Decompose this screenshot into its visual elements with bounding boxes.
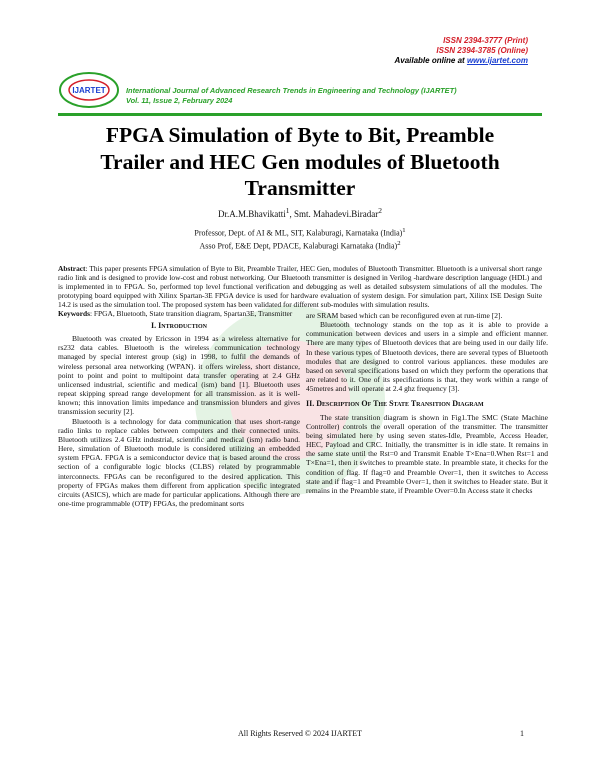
abstract-text: : This paper presents FPGA simulation of Byte to Bit, Preamble Trailer, HEC Gen, modules of Bluetooth Transmitter. Bluetooth is a universal short range radio link and is designed to provide low-cost and robust networking. Our Bluetooth transmitter is designed in Verilog -hardware description language (HDL) and is implemented in to FPGA. So, performed top level functional verification and debugging as well as detailed subsystem simulations of all the modules. The prototyping board equipped with Xilinx Spartan-3E FPGA device is used for hardware evaluation of system design. For simulation part, Xilinx ISE Design Suite 14.2 is used as the simulation tool. The proposed system has been validated for different sub-modules with simulation results. [58, 264, 542, 310]
page-number: 1 [520, 729, 524, 738]
section-heading-introduction: I. Introduction [151, 321, 207, 330]
issn-print: ISSN 2394-3777 (Print) [443, 36, 528, 45]
paragraph-intro-2-continued: are SRAM based which can be reconfigured even at run-time [2]. [306, 311, 503, 320]
author-1: Dr.A.M.Bhavikatti [218, 209, 286, 219]
journal-header [126, 86, 546, 105]
journal-logo [58, 70, 120, 110]
section-heading-state-diagram: II. Description Of The State Transition Diagram [306, 399, 484, 409]
affiliation-2-sup: 2 [397, 240, 401, 248]
affiliation-1-text: Professor, Dept. of AI & ML, SIT, Kalaburagi, Karnataka (India) [194, 228, 403, 238]
author-1-sup: 1 [285, 206, 290, 215]
author-2-sup: 2 [378, 206, 382, 215]
title-line-2: Trailer and HEC Gen modules of Bluetooth [100, 149, 500, 174]
paragraph-intro-3: Bluetooth technology stands on the top as it is able to provide a communication between devices and users in a simple and efficient manner. There are many types of Bluetooth devices that are being used in our daily life. In these various types of Bluetooth devices, there are several types of Bluetooth modules that are designed to control various appliances. these modules are based on several specifications based on which they perform the operations that are related to it. One of its specifications is that, they work within a range of 45metres and will operate at 2.4 ghz frequency [3]. [306, 320, 548, 394]
abstract-label: Abstract [58, 264, 86, 273]
paper-title [58, 122, 542, 202]
issn-online: ISSN 2394-3785 (Online) [436, 46, 528, 55]
right-column [306, 311, 548, 495]
keywords-label: Keywords [58, 309, 91, 319]
footer-rights: All Rights Reserved © 2024 IJARTET [237, 729, 363, 738]
paragraph-state-diagram: The state transition diagram is shown in Fig1.The SMC (State Machine Controller) controls the overall operation of the transmitter. The transmitter being simulated here by using seven states-Idle, Preamble, Access Header, HEC, Payload and CRC. Initially, the transmitter is in idle state. It remains in the same state until the Rst=0 and Transmit Enable T×Ena=0.When Rst=1 and T×Ena=1, then it switches to preamble state. In preamble state, it checks for the condition of flag. If flag=0 and Preamble Over=1, then it switches to Access state and if flag=1 and Preamble Over=1, then it switches to Header state. But it remains in the Preamble state, if Preamble Over=0.In Access state it checks [306, 412, 548, 495]
keywords-text: : FPGA, Bluetooth, State transition diagram, Spartan3E, Transmitter [90, 309, 293, 319]
logo-text: IJARTET [72, 86, 106, 95]
available-prefix: Available online at [394, 56, 467, 65]
authors [58, 205, 542, 220]
affiliation-2-text: Asso Prof, E&E Dept, PDACE, Kalaburagi Karnataka (India) [199, 241, 398, 251]
title-line-1: FPGA Simulation of Byte to Bit, Preamble [105, 123, 495, 147]
left-column [58, 316, 300, 508]
affiliation-1 [58, 226, 542, 239]
issn-block [394, 36, 528, 66]
abstract-paragraph [58, 264, 542, 309]
journal-volume: Vol. 11, Issue 2, February 2024 [126, 95, 233, 105]
header-rule [58, 113, 542, 116]
journal-url-link[interactable]: www.ijartet.com [466, 56, 528, 65]
affiliation-2 [58, 239, 542, 252]
affiliation-1-sup: 1 [402, 227, 406, 234]
journal-name: International Journal of Advanced Research Trends in Engineering and Technology (IJARTET) [126, 86, 457, 95]
author-2: , Smt. Mahadevi.Biradar [289, 209, 379, 219]
paragraph-intro-1: Bluetooth was created by Ericsson in 1994 as a wireless alternative for rs232 data cables. Bluetooth is the wireless communication technology managed by special interest group (sig) in 1998, to fulfil the demands of wireless personal area networking (WPAN). it offers wireless, short distance, point to point and point to multipoint data transfer operating at 2.4 GHz unlicensed industrial, scientific and medical (ism) band [1]. Bluetooth uses repeat skipping spread range development for all transmission. as it is well-known; this innovation limits impedance and transmission blunders and gives transmission security [2]. [58, 334, 300, 417]
paragraph-intro-2: Bluetooth is a technology for data communication that uses short-range radio links to replace cables between computers and their connected units. Bluetooth utilizes 2.4 GHz industrial, scientific and medical (ism) radio band. Here, simulation of Bluetooth module is considered utilizing an embedded system FPGA. FPGA is a semiconductor device that is based around the cross section of a configurable logic blocks (CLBS) related by programmable interconnects. FPGAs can be reconfigured to the desired application. This property of FPGAs makes them different from application specific integrated circuits (ASICS), which are made for particular applications. Although there are one-time programmable (OTP) FPGAs, the predominant sorts [58, 416, 300, 508]
title-line-3: Transmitter [244, 176, 356, 200]
affiliations [58, 226, 542, 252]
availability-line [394, 56, 528, 66]
